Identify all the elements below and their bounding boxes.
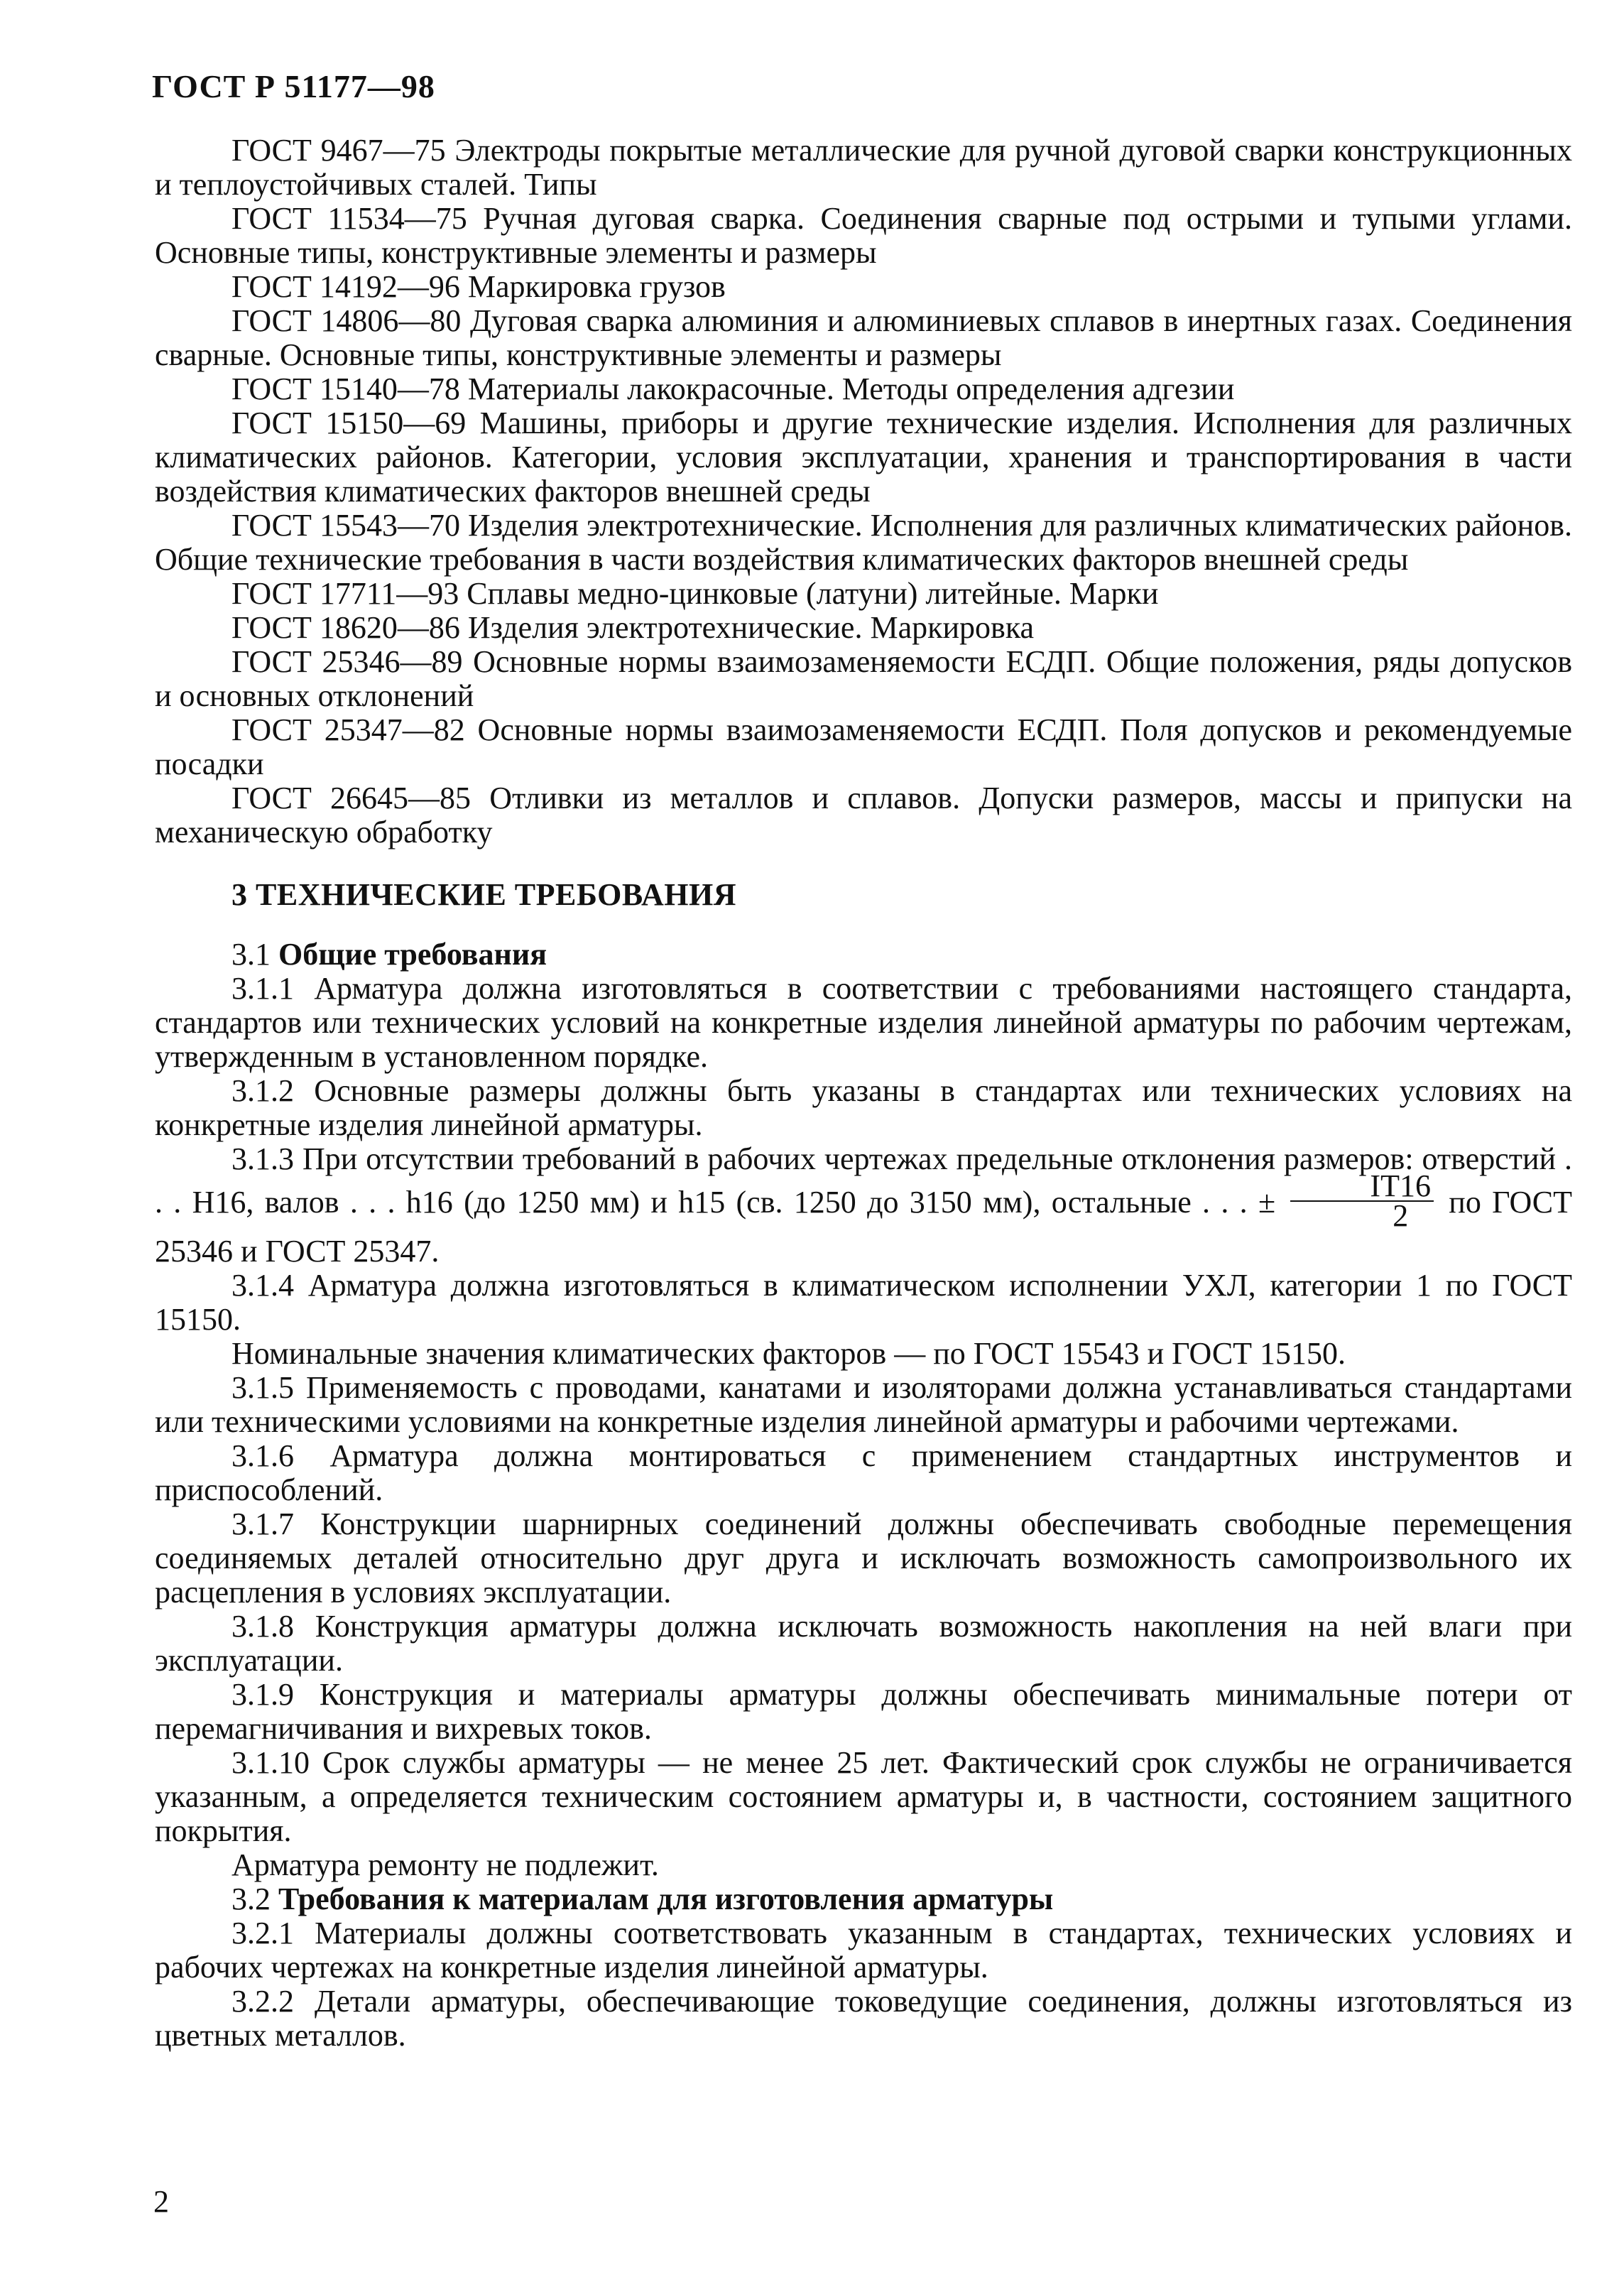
paragraph-3-1-10-note: Арматура ремонту не подлежит. <box>231 1847 659 1882</box>
subsection-number: 3.1 <box>231 937 271 972</box>
document-header: ГОСТ Р 51177—98 <box>152 68 435 104</box>
paragraph-3-1-2: 3.1.2 Основные размеры должны быть указаны в стандартах или технических условиях на конкретные изделия линейной арматуры. <box>155 1073 1572 1142</box>
paragraph-3-1-3-tail: по ГОСТ 25346 и ГОСТ 25347. <box>155 1185 1572 1269</box>
reference-item: ГОСТ 14192—96 Маркировка грузов <box>231 269 726 304</box>
reference-item: ГОСТ 15140—78 Материалы лакокрасочные. Методы определения адгезии <box>231 371 1235 406</box>
reference-item: ГОСТ 18620—86 Изделия электротехнические. Маркировка <box>231 610 1035 645</box>
paragraph-3-2-1: 3.2.1 Материалы должны соответствовать указанным в стандартах, технических условиях и рабочих чертежах на конкретные изделия линейной арматуры. <box>155 1916 1572 1985</box>
subsection-heading <box>155 938 1572 972</box>
subsection-title: Требования к материалам для изготовления арматуры <box>278 1882 1054 1916</box>
paragraph-3-1-5: 3.1.5 Применяемость с проводами, канатами и изоляторами должна устанавливаться стандартами или техническими условиями на конкретные изделия линейной арматуры и рабочими чертежами. <box>155 1370 1572 1439</box>
document-body <box>155 134 1572 2053</box>
subsection-heading <box>155 1882 1572 1916</box>
reference-item: ГОСТ 26645—85 Отливки из металлов и сплавов. Допуски размеров, массы и припуски на механическую обработку <box>155 781 1572 849</box>
page-number: 2 <box>153 2184 169 2219</box>
paragraph-3-2-2: 3.2.2 Детали арматуры, обеспечивающие токоведущие соединения, должны изготовляться из цветных металлов. <box>155 1984 1572 2053</box>
reference-item: ГОСТ 14806—80 Дуговая сварка алюминия и алюминиевых сплавов в инертных газах. Соединения сварные. Основные типы, конструктивные элементы и размеры <box>155 303 1572 372</box>
paragraph-3-1-6: 3.1.6 Арматура должна монтироваться с применением стандартных инструментов и приспособлений. <box>155 1438 1572 1507</box>
paragraph-3-1-9: 3.1.9 Конструкция и материалы арматуры должны обеспечивать минимальные потери от перемагничивания и вихревых токов. <box>155 1677 1572 1746</box>
reference-item: ГОСТ 25346—89 Основные нормы взаимозаменяемости ЕСДП. Общие положения, ряды допусков и основных отклонений <box>155 644 1572 713</box>
fraction <box>1290 1168 1434 1233</box>
paragraph-3-1-1: 3.1.1 Арматура должна изготовляться в соответствии с требованиями настоящего стандарта, стандартов или технических условий на конкретные изделия линейной арматуры по рабочим чертежам, утвержденным в установленном порядке. <box>155 971 1572 1074</box>
reference-item: ГОСТ 25347—82 Основные нормы взаимозаменяемости ЕСДП. Поля допусков и рекомендуемые посадки <box>155 712 1572 781</box>
fraction-denominator: 2 <box>1393 1198 1409 1233</box>
paragraph-3-1-4: 3.1.4 Арматура должна изготовляться в климатическом исполнении УХЛ, категории 1 по ГОСТ 15150. <box>155 1268 1572 1337</box>
paragraph-3-1-7: 3.1.7 Конструкции шарнирных соединений должны обеспечивать свободные перемещения соединяемых деталей относительно друг друга и исключать возможность самопроизвольного их расцепления в условиях эксплуатации. <box>155 1507 1572 1609</box>
reference-item: ГОСТ 15543—70 Изделия электротехнические. Исполнения для различных климатических районов. Общие технические требования в части воздействия климатических факторов внешней среды <box>155 508 1572 577</box>
subsection-title: Общие требования <box>278 937 547 972</box>
paragraph-3-1-4-note: Номинальные значения климатических факторов — по ГОСТ 15543 и ГОСТ 15150. <box>231 1336 1346 1371</box>
reference-item: ГОСТ 9467—75 Электроды покрытые металлические для ручной дуговой сварки конструкционных и теплоустойчивых сталей. Типы <box>155 133 1572 202</box>
paragraph-3-1-10: 3.1.10 Срок службы арматуры — не менее 25 лет. Фактический срок службы не ограничивается указанным, а определяется техническим состоянием арматуры и, в частности, состоянием защитного покрытия. <box>155 1745 1572 1848</box>
reference-item: ГОСТ 15150—69 Машины, приборы и другие технические изделия. Исполнения для различных климатических районов. Категории, условия эксплуатации, хранения и транспортирования в части воздействия климатических факторов внешней среды <box>155 406 1572 509</box>
paragraph-3-1-3 <box>155 1142 1572 1269</box>
subsection-number: 3.2 <box>231 1882 271 1916</box>
reference-item: ГОСТ 11534—75 Ручная дуговая сварка. Соединения сварные под острыми и тупыми углами. Основные типы, конструктивные элементы и размеры <box>155 201 1572 270</box>
reference-item: ГОСТ 17711—93 Сплавы медно-цинковые (латуни) литейные. Марки <box>231 576 1159 611</box>
paragraph-3-1-3-text: 3.1.3 При отсутствии требований в рабочих чертежах предельные отклонения размеров: отверстий . . . H16, валов . . . h16 (до 1250 мм) и h15 (св. 1250 до 3150 мм), остальные . . . ± <box>155 1141 1572 1220</box>
paragraph-3-1-8: 3.1.8 Конструкция арматуры должна исключать возможность накопления на ней влаги при эксплуатации. <box>155 1609 1572 1678</box>
fraction-numerator: IT16 <box>1290 1172 1434 1202</box>
section-title: 3 ТЕХНИЧЕСКИЕ ТРЕБОВАНИЯ <box>231 877 736 912</box>
